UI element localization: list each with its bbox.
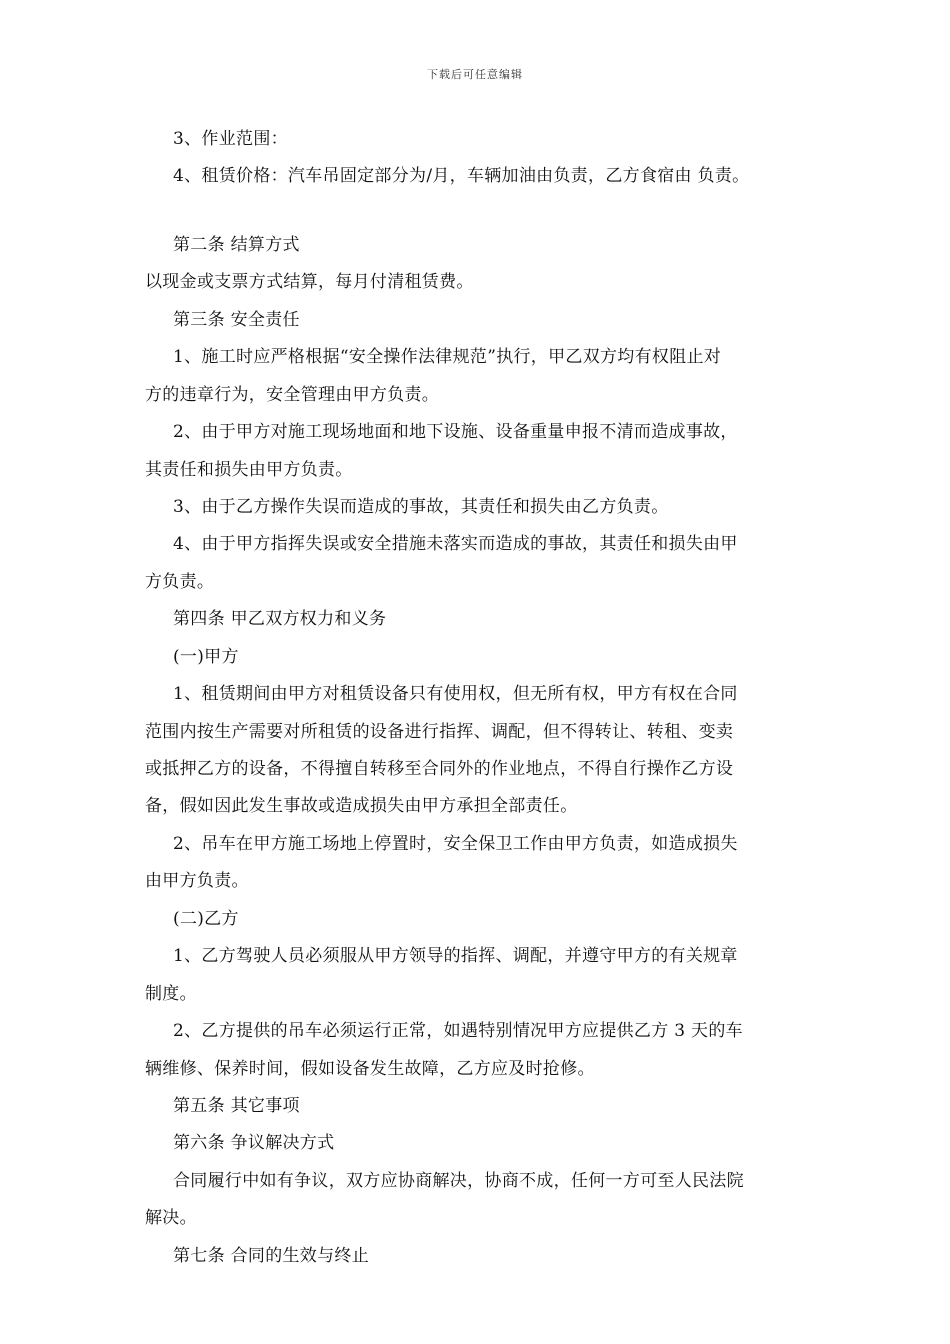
- paragraph-line: 由甲方负责。: [145, 871, 249, 892]
- clause-line: 3、作业范围：: [173, 129, 288, 149]
- clause-line: 4、租赁价格：汽车吊固定部分为/月，车辆加油由负责，乙方食宿由 负责。: [173, 166, 750, 187]
- sub-heading: (一)甲方: [173, 646, 239, 667]
- paragraph-line: 解决。: [145, 1208, 197, 1229]
- section-heading: 第二条 结算方式: [173, 234, 300, 255]
- blank-line: [145, 196, 813, 227]
- paragraph-line: 范围内按生产需要对所租赁的设备进行指挥、调配，但不得转让、转租、变卖: [145, 721, 734, 742]
- paragraph-line: 1、施工时应严格根据“安全操作法律规范”执行，甲乙双方均有权阻止对: [173, 347, 722, 368]
- paragraph-line: 方的违章行为，安全管理由甲方负责。: [145, 384, 440, 405]
- paragraph-line: 合同履行中如有争议，双方应协商解决，协商不成，任何一方可至人民法院: [173, 1170, 744, 1191]
- document-body: [145, 121, 813, 1275]
- paragraph-line: 2、由于甲方对施工现场地面和地下设施、设备重量申报不清而造成事故，: [173, 422, 738, 443]
- paragraph-line: 方负责。: [145, 571, 215, 592]
- paragraph-line: 制度。: [145, 983, 197, 1004]
- paragraph-line: 其责任和损失由甲方负责。: [145, 459, 353, 480]
- paragraph-line: 备，假如因此发生事故或造成损失由甲方承担全部责任。: [145, 796, 578, 817]
- paragraph-line: 辆维修、保养时间，假如设备发生故障，乙方应及时抢修。: [145, 1058, 595, 1079]
- paragraph-line: 1、乙方驾驶人员必须服从甲方领导的指挥、调配，并遵守甲方的有关规章: [173, 946, 738, 967]
- section-heading: 第四条 甲乙双方权力和义务: [173, 609, 387, 630]
- paragraph-line: 4、由于甲方指挥失误或安全措施未落实而造成的事故，其责任和损失由甲: [173, 534, 738, 555]
- section-heading: 第五条 其它事项: [173, 1095, 300, 1116]
- paragraph-line: 或抵押乙方的设备，不得擅自转移至合同外的作业地点，不得自行操作乙方设: [145, 759, 734, 779]
- section-heading: 第六条 争议解决方式: [173, 1133, 335, 1154]
- paragraph-line: 2、吊车在甲方施工场地上停置时，安全保卫工作由甲方负责，如造成损失: [173, 833, 738, 854]
- header-note: 下载后可任意编辑: [427, 68, 523, 81]
- sub-heading: (二)乙方: [173, 908, 239, 929]
- section-heading: 第七条 合同的生效与终止: [173, 1245, 370, 1266]
- paragraph-line: 3、由于乙方操作失误而造成的事故，其责任和损失由乙方负责。: [173, 496, 669, 517]
- paragraph-line: 1、租赁期间由甲方对租赁设备只有使用权，但无所有权，甲方有权在合同: [173, 684, 738, 705]
- paragraph-line: 以现金或支票方式结算，每月付清租赁费。: [145, 272, 474, 293]
- paragraph-line: 2、乙方提供的吊车必须运行正常，如遇特别情况甲方应提供乙方 3 天的车: [173, 1021, 743, 1042]
- section-heading: 第三条 安全责任: [173, 309, 300, 330]
